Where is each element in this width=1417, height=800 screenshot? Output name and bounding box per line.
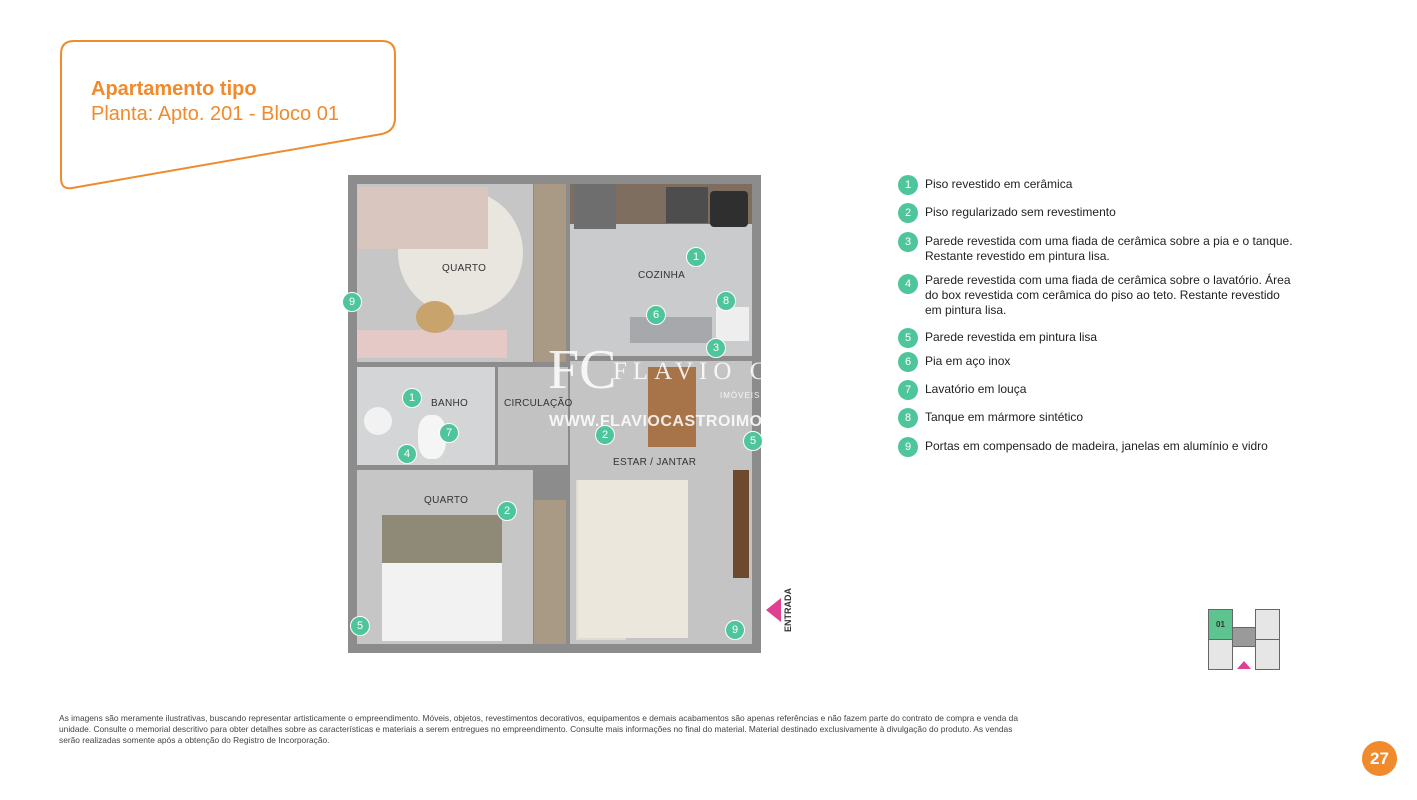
key-block xyxy=(1255,609,1280,640)
legend-number: 7 xyxy=(898,380,918,400)
building-key xyxy=(1208,609,1280,671)
legend-text: Tanque em mármore sintético xyxy=(925,410,1084,424)
legend-text: Parede revestida em pintura lisa xyxy=(925,330,1098,344)
marker-7: 7 xyxy=(439,423,459,443)
entrada-label: ENTRADA xyxy=(783,588,793,632)
key-marker-icon xyxy=(1237,661,1251,669)
marker-3: 3 xyxy=(706,338,726,358)
label-quarto-top: QUARTO xyxy=(442,263,487,274)
entrada-arrow-icon xyxy=(766,598,781,622)
bed-bottom-headboard xyxy=(382,515,502,565)
desk xyxy=(357,330,507,358)
watermark-name: FLAVIO CASTRO xyxy=(613,358,885,385)
legend-number: 4 xyxy=(898,274,918,294)
sink xyxy=(630,317,712,343)
marker-9-left: 9 xyxy=(342,292,362,312)
chair xyxy=(416,301,454,333)
page-number: 27 xyxy=(1362,741,1397,776)
bed-bottom xyxy=(382,563,502,641)
marker-5-right: 5 xyxy=(743,431,763,451)
label-quarto-bottom: QUARTO xyxy=(424,495,469,506)
page-subtitle: Planta: Apto. 201 - Bloco 01 xyxy=(91,103,339,125)
disclaimer: As imagens são meramente ilustrativas, buscando representar artisticamente o empreendimento. Móveis, objetos, revestimentos decorativos, equipamentos e demais acabamentos são apenas referências e não fazem parte do contrato de compra e venda da unidade. Consulte o memorial descritivo para obter detalhes sobre as características e materiais a serem entregues no empreendimento. Consulte mais informações no final do material. Material destinado exclusivamente à divulgação do produto. As vendas serão realizadas somente após a obtenção do Registro de Incorporação. xyxy=(59,713,1018,745)
legend-number: 3 xyxy=(898,232,918,252)
marker-4: 4 xyxy=(397,444,417,464)
legend-number: 6 xyxy=(898,352,918,372)
marker-8: 8 xyxy=(716,291,736,311)
label-estar: ESTAR / JANTAR xyxy=(613,457,697,468)
marker-9-bottom: 9 xyxy=(725,620,745,640)
laundry-tank xyxy=(716,307,749,341)
entrada-label-wrap xyxy=(783,588,797,632)
legend-text: Pia em aço inox xyxy=(925,354,1011,368)
key-block xyxy=(1232,627,1256,647)
stove xyxy=(666,187,708,223)
marker-2-circulacao: 2 xyxy=(595,425,615,445)
legend-text: Piso revestido em cerâmica xyxy=(925,177,1073,191)
bathroom-sink xyxy=(364,407,392,435)
label-cozinha: COZINHA xyxy=(638,270,686,281)
washer xyxy=(710,191,748,227)
watermark-sub: IMÓVEIS xyxy=(720,391,761,400)
tv-stand xyxy=(733,470,749,578)
label-banho: BANHO xyxy=(431,398,469,409)
key-unit: 01 xyxy=(1208,609,1233,640)
page-title: Apartamento tipo xyxy=(91,78,257,100)
legend-number: 2 xyxy=(898,203,918,223)
fridge xyxy=(574,184,616,229)
marker-5-left: 5 xyxy=(350,616,370,636)
legend-text: Parede revestida com uma fiada de cerâmica sobre a pia e o tanque. Restante revestido em pintura lisa. xyxy=(925,234,1293,263)
legend-number: 8 xyxy=(898,408,918,428)
marker-1-cozinha: 1 xyxy=(686,247,706,267)
legend-number: 5 xyxy=(898,328,918,348)
key-block xyxy=(1255,639,1280,670)
closet-strip xyxy=(534,184,566,362)
marker-2-quarto: 2 xyxy=(497,501,517,521)
legend-text: Lavatório em louça xyxy=(925,382,1027,396)
marker-6: 6 xyxy=(646,305,666,325)
closet-strip-bottom xyxy=(534,500,566,644)
bed-top xyxy=(358,187,488,249)
legend-text: Piso regularizado sem revestimento xyxy=(925,205,1116,219)
living-rug xyxy=(578,480,688,638)
legend-number: 9 xyxy=(898,437,918,457)
key-block xyxy=(1208,639,1233,670)
legend-number: 1 xyxy=(898,175,918,195)
marker-1-banho: 1 xyxy=(402,388,422,408)
watermark-url: WWW.FLAVIOCASTROIMOVEIS xyxy=(549,413,802,430)
label-circulacao: CIRCULAÇÃO xyxy=(504,398,573,409)
watermark-logo: FC xyxy=(548,339,617,401)
legend-text: Parede revestida com uma fiada de cerâmica sobre o lavatório. Área do box revestida com cerâmica do piso ao teto. Restante revestido em pintura lisa. xyxy=(925,273,1291,317)
legend-text: Portas em compensado de madeira, janelas em alumínio e vidro xyxy=(925,439,1268,453)
